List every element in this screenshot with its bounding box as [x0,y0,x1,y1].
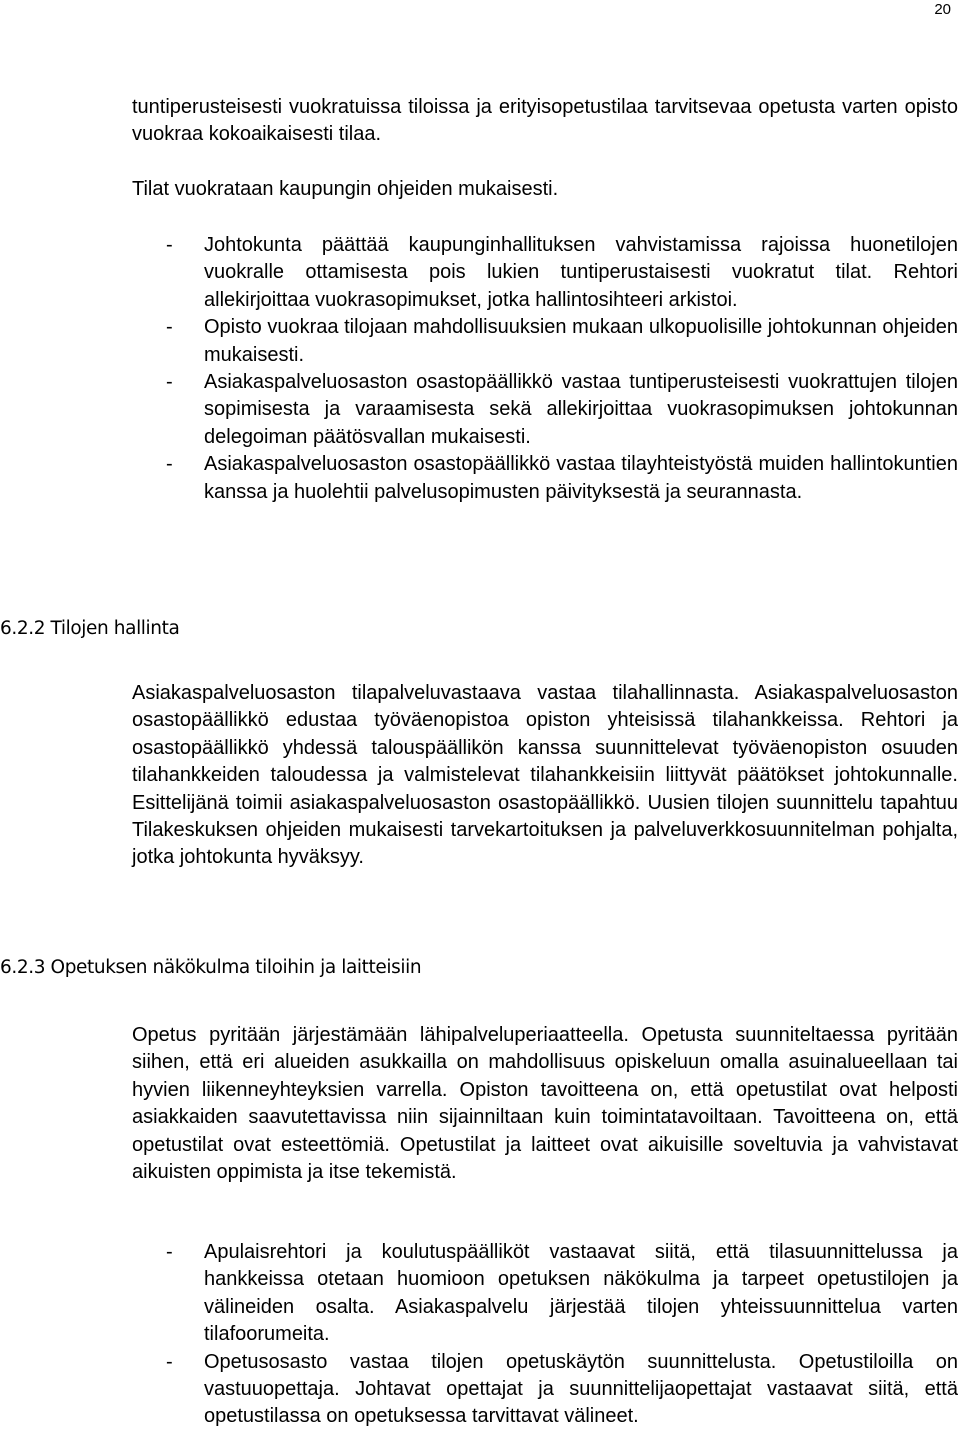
list-item-text: Asiakaspalveluosaston osastopäällikkö vastaa tuntiperusteisesti vuokrattujen tilojen sopimisesta ja varaamisesta sekä allekirjoittaa vuokrasopimuksen johtokunnan delegoiman päätösvallan mukaisesti. [204,371,958,448]
intro-text [132,94,958,204]
list-dash: - [166,316,173,339]
section-heading-6-2-2: 6.2.2 Tilojen hallinta [0,618,180,639]
section-6-2-2-paragraph: Asiakaspalveluosaston tilapalveluvastaava vastaa tilahallinnasta. Asiakaspalveluosaston osastopäällikkö edustaa työväenopistoa opiston yhteisissä tilahankkeissa. Rehtori ja osastopäällikkö yhdessä talouspäällikön kanssa suunnittelevat työväenopiston osuuden tilahankkeiden taloudessa ja valmistelevat tilahankkeisiin liittyvät päätökset johtokunnalle. Esittelijänä toimii asiakaspalveluosaston osastopäällikkö. Uusien tilojen suunnittelu tapahtuu Tilakeskuksen ohjeiden mukaisesti tarvekartoituksen ja palveluverkkosuunnitelman pohjalta, jotka johtokunta hyväksyy. [132,682,958,869]
list-item-text: Opetusosasto vastaa tilojen opetuskäytön suunnittelusta. Opetustiloilla on vastuuopettaja. Johtavat opettajat ja suunnittelijaopettajat vastaavat siitä, että opetustilassa on opetuksessa tarvittavat välineet. [204,1350,958,1428]
list-item-text: Asiakaspalveluosaston osastopäällikkö vastaa tilayhteistyöstä muiden hallintokuntien kanssa ja huolehtii palvelusopimusten päivityksestä ja seurannasta. [204,453,958,503]
list-item [132,1239,958,1349]
list-dash: - [166,1241,173,1263]
section-6-2-2-body [132,680,958,872]
page-number: 20 [934,1,951,18]
list-item-text: Apulaisrehtori ja koulutuspäälliköt vastaavat siitä, että tilasuunnittelussa ja hankkeissa otetaan huomioon opetuksen näkökulma ja tarpeet opetustilojen ja välineiden osalta. Asiakaspalvelu järjestää tilojen yhteissuunnittelua varten tilafoorumeita. [204,1241,958,1346]
list-item-text: Johtokunta päättää kaupunginhallituksen vahvistamissa rajoissa huonetilojen vuokralle ottamisesta pois lukien tuntiperustaisesti vuokratut tilat. Rehtori allekirjoittaa vuokrasopimukset, jotka hallintosihteeri arkistoi. [204,234,958,311]
list-dash: - [166,453,173,476]
section-heading-6-2-3: 6.2.3 Opetuksen näkökulma tiloihin ja laitteisiin [0,957,422,978]
section-6-2-3-paragraph: Opetus pyritään järjestämään lähipalveluperiaatteella. Opetusta suunniteltaessa pyritään siihen, että eri alueiden asukkailla on mahdollisuus opiskeluun omalla asuinalueellaan tai hyvien liikenneyhteyksien varrella. Opiston tavoitteena on, että opetustilat ovat helposti asiakkaiden saavutettavissa niin sijainniltaan kuin toimintatavoiltaan. Tavoitteena on, että opetustilat ovat esteettömiä. Opetustilat ja laitteet ovat aikuisille soveltuvia ja vahvistavat aikuisten oppimista ja itse tekemistä. [132,1024,958,1184]
list-item [132,369,958,451]
list-item-text: Opisto vuokraa tilojaan mahdollisuuksien mukaan ulkopuolisille johtokunnan ohjeiden mukaisesti. [204,316,958,366]
section-6-2-3-body [132,1022,958,1186]
list-dash: - [166,234,173,256]
list-item [132,1349,958,1431]
list-item [132,232,958,314]
intro-paragraph-2: Tilat vuokrataan kaupungin ohjeiden mukaisesti. [132,178,559,201]
list-item [132,451,958,506]
list-dash: - [166,371,173,394]
responsibilities-list [132,232,958,506]
teaching-spaces-list [132,1239,958,1431]
intro-paragraph-1: tuntiperusteisesti vuokratuissa tiloissa ja erityisopetustilaa tarvitsevaa opetusta varten opisto vuokraa kokoaikaisesti tilaa. [132,96,958,146]
list-item [132,314,958,369]
list-dash: - [166,1350,173,1373]
